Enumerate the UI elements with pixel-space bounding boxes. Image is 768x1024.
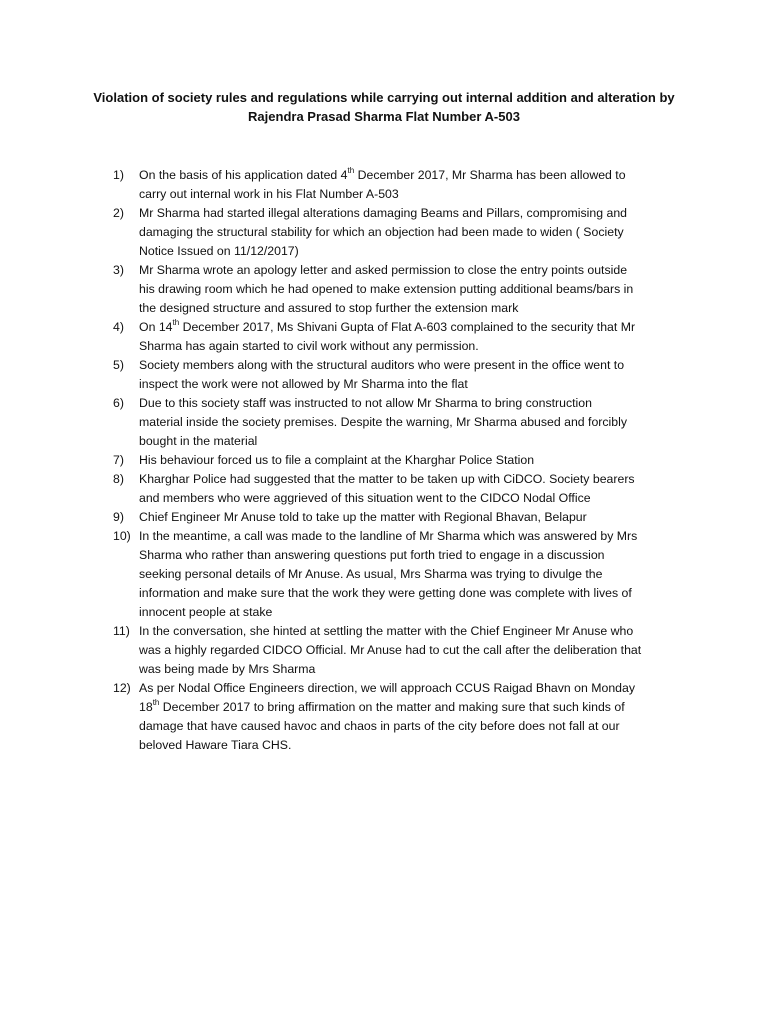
text-segment: was being made by Mrs Sharma [139,662,316,676]
list-item-text [139,679,657,755]
list-item [0,679,768,755]
text-line [139,641,657,660]
text-line [139,622,657,641]
text-segment: innocent people at stake [139,605,273,619]
list-item-text [139,508,657,527]
text-segment: carry out internal work in his Flat Number A-503 [139,187,399,201]
text-line [139,660,657,679]
text-segment: seeking personal details of Mr Anuse. As usual, Mrs Sharma was trying to divulge the [139,567,603,581]
list-item-text [139,356,657,394]
text-line [139,394,657,413]
title-line-1: Violation of society rules and regulations while carrying out internal addition and alteration by [93,90,675,105]
text-segment: December 2017, Ms Shivani Gupta of Flat A-603 complained to the security that Mr [179,320,636,334]
text-line [139,508,657,527]
text-line [139,280,657,299]
text-segment: information and make sure that the work they were getting done was complete with lives of [139,586,632,600]
list-item-number: 9) [113,510,124,524]
text-line [139,698,657,717]
list-item [0,356,768,394]
text-segment: inspect the work were not allowed by Mr Sharma into the flat [139,377,468,391]
list-item-text [139,622,657,679]
text-line [139,584,657,603]
text-segment: his drawing room which he had opened to make extension putting additional beams/bars in [139,282,634,296]
text-segment: Due to this society staff was instructed to not allow Mr Sharma to bring construction [139,396,592,410]
text-segment: December 2017, Mr Sharma has been allowed to [354,168,626,182]
list-item-number: 1) [113,168,124,182]
list-item-number: 3) [113,263,124,277]
list-item-number: 5) [113,358,124,372]
text-segment: beloved Haware Tiara CHS. [139,738,292,752]
text-line [139,223,657,242]
text-line [139,546,657,565]
text-segment: damaging the structural stability for which an objection had been made to widen ( Society [139,225,624,239]
text-segment: Notice Issued on 11/12/2017) [139,244,299,258]
list-item-number: 4) [113,320,124,334]
ordinal-suffix: th [172,317,180,327]
text-line [139,166,657,185]
text-line [139,527,657,546]
text-segment: material inside the society premises. Despite the warning, Mr Sharma abused and forcibly [139,415,628,429]
text-line [139,679,657,698]
text-segment: the designed structure and assured to stop further the extension mark [139,301,519,315]
text-segment: Society members along with the structural auditors who were present in the office went to [139,358,625,372]
text-line [139,204,657,223]
text-segment: was a highly regarded CIDCO Official. Mr Anuse had to cut the call after the deliberation that [139,643,642,657]
text-line [139,375,657,394]
text-line [139,432,657,451]
ordinal-suffix: th [152,697,160,707]
list-item [0,166,768,204]
text-segment: bought in the material [139,434,258,448]
text-line [139,356,657,375]
text-segment: His behaviour forced us to file a complaint at the Kharghar Police Station [139,453,535,467]
text-segment: Kharghar Police had suggested that the matter to be taken up with CiDCO. Society bearers [139,472,635,486]
text-segment: Mr Sharma had started illegal alterations damaging Beams and Pillars, compromising and [139,206,628,220]
list-item-text [139,318,657,356]
list-item [0,394,768,451]
list-item [0,508,768,527]
text-segment: Sharma has again started to civil work without any permission. [139,339,479,353]
ordinal-suffix: th [347,165,355,175]
text-line [139,413,657,432]
list-item-text [139,527,657,622]
numbered-list [0,166,768,755]
document-title [60,88,708,126]
text-segment: In the conversation, she hinted at settling the matter with the Chief Engineer Mr Anuse who [139,624,634,638]
list-item-text [139,394,657,451]
list-item-number: 11) [113,624,130,638]
text-line [139,318,657,337]
list-item [0,527,768,622]
text-segment: On the basis of his application dated 4 [139,168,348,182]
text-segment: Chief Engineer Mr Anuse told to take up the matter with Regional Bhavan, Belapur [139,510,587,524]
text-segment: damage that have caused havoc and chaos in parts of the city before does not fall at our [139,719,620,733]
text-segment: and members who were aggrieved of this situation went to the CIDCO Nodal Office [139,491,591,505]
text-line [139,185,657,204]
list-item-number: 10) [113,529,131,543]
title-line-2: Rajendra Prasad Sharma Flat Number A-503 [248,109,520,124]
list-item [0,261,768,318]
text-segment: Sharma who rather than answering questions put forth tried to engage in a discussion [139,548,605,562]
list-item-number: 8) [113,472,124,486]
list-item-text [139,166,657,204]
text-line [139,603,657,622]
list-item-number: 12) [113,681,131,695]
text-segment: In the meantime, a call was made to the landline of Mr Sharma which was answered by Mrs [139,529,638,543]
text-segment: As per Nodal Office Engineers direction, we will approach CCUS Raigad Bhavn on Monday [139,681,636,695]
list-item-text [139,470,657,508]
text-line [139,736,657,755]
list-item-text [139,261,657,318]
text-line [139,489,657,508]
text-line [139,470,657,489]
list-item-number: 2) [113,206,124,220]
text-segment: On 14 [139,320,173,334]
text-line [139,337,657,356]
text-line [139,451,657,470]
list-item-text [139,451,657,470]
list-item [0,318,768,356]
text-segment: 18 [139,700,153,714]
list-item-number: 6) [113,396,124,410]
list-item [0,622,768,679]
text-line [139,261,657,280]
list-item [0,451,768,470]
text-line [139,299,657,318]
list-item-text [139,204,657,261]
list-item [0,204,768,261]
list-item-number: 7) [113,453,124,467]
text-line [139,717,657,736]
text-segment: December 2017 to bring affirmation on the matter and making sure that such kinds of [159,700,625,714]
text-line [139,242,657,261]
list-item [0,470,768,508]
text-segment: Mr Sharma wrote an apology letter and asked permission to close the entry points outside [139,263,628,277]
text-line [139,565,657,584]
